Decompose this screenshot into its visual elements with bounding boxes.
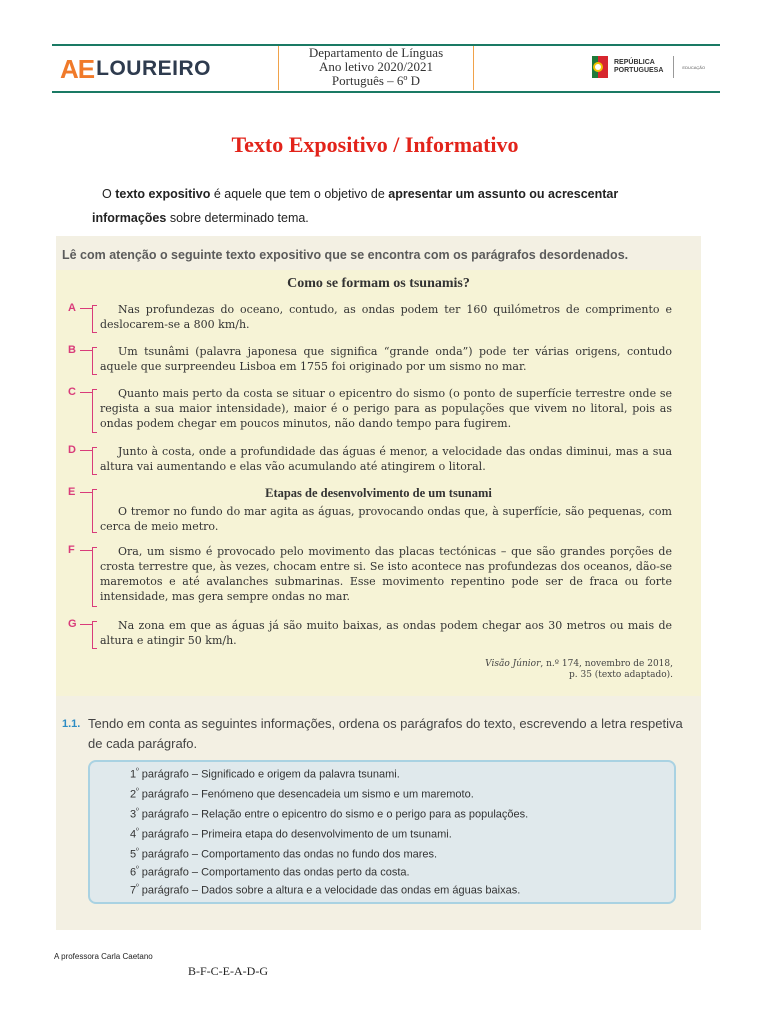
- paragraph-letter: G: [68, 618, 77, 630]
- intro-bold: apresentar um assunto ou acrescentar: [388, 187, 619, 201]
- republic-line: REPÚBLICA: [614, 59, 655, 66]
- source-citation: [485, 659, 673, 681]
- source-detail: p. 35 (texto adaptado).: [568, 670, 673, 680]
- source-detail: , n.º 174, novembro de 2018,: [540, 659, 673, 669]
- department-info: [278, 46, 474, 90]
- paragraph-letter: C: [68, 386, 76, 398]
- list-item: $1^º$ parágrafo – Significado e origem da palavra tsunami.: [130, 768, 400, 781]
- paragraph-text: Quanto mais perto da costa se situar o epicentro do sismo (o ponto de superfície terrestre onde se regista a sua maior intensidade), maior é o perigo para as populações que vivem no litoral, pois as ondas podem chegar em poucos minutos, não dando tempo para fugirem.: [100, 387, 672, 430]
- list-item: $2^º$ parágrafo – Fenómeno que desencadeia um sismo e um maremoto.: [130, 788, 474, 801]
- list-item: $4^º$ parágrafo – Primeira etapa do desenvolvimento de um tsunami.: [130, 828, 452, 841]
- paragraph-text: Um tsunâmi (palavra japonesa que significa “grande onda”) pode ter várias origens, contudo aquele que surpreendeu Lisboa em 1755 foi originado por um sismo no mar.: [100, 345, 672, 373]
- paragraph-bracket: [92, 389, 97, 433]
- header-bottom-rule: [52, 91, 720, 93]
- intro-text: sobre determinado tema.: [166, 211, 309, 225]
- page-title: Texto Expositivo / Informativo: [231, 132, 519, 157]
- paragraph-bracket: [92, 305, 97, 333]
- intro-bold: informações: [92, 211, 167, 225]
- list-item: $6^º$ parágrafo – Comportamento das ondas perto da costa.: [130, 866, 410, 879]
- school-logo: [60, 54, 211, 84]
- paragraph-bracket: [92, 621, 97, 649]
- paragraph-bracket: [92, 447, 97, 475]
- logo-ae: AE: [60, 53, 95, 84]
- teacher-signature: A professora Carla Caetano: [54, 952, 153, 961]
- paragraph-letter: E: [68, 486, 76, 498]
- paragraph-bracket: [92, 347, 97, 375]
- textbook-scan: [56, 236, 701, 930]
- paragraph-letter: D: [68, 444, 76, 456]
- class-line: Português – 6º D: [331, 73, 421, 88]
- paragraph-order-box: [88, 760, 676, 904]
- paragraph-text: Nas profundezas do oceano, contudo, as ondas podem ter 160 quilómetros de comprimento e deslocarem-se a 800 km/h.: [100, 303, 672, 331]
- intro-text: O: [102, 187, 116, 201]
- paragraph-text: O tremor no fundo do mar agita as águas, provocando ondas que, à superfície, são pequenas, com cerca de meio metro.: [100, 505, 672, 533]
- logo-name: LOUREIRO: [96, 57, 211, 80]
- intro-bold: texto expositivo: [115, 187, 211, 201]
- intro-paragraph: [92, 182, 692, 230]
- portugal-emblem-icon: [592, 56, 608, 78]
- list-item: $3^º$ parágrafo – Relação entre o epicentro do sismo e o perigo para as populações.: [130, 808, 529, 821]
- paragraph-letter: B: [68, 344, 76, 356]
- republic-subtitle: EDUCAÇÃO: [682, 64, 706, 70]
- department-line: Departamento de Línguas: [308, 45, 444, 60]
- paragraph-text: Na zona em que as águas já são muito baixas, as ondas podem chegar aos 30 metros ou mais de altura e atingir 50 km/h.: [100, 619, 672, 647]
- list-item: $5^º$ parágrafo – Comportamento das ondas no fundo dos mares.: [130, 848, 438, 861]
- section-heading: Etapas de desenvolvimento de um tsunami: [265, 486, 492, 500]
- republic-separator: [673, 56, 674, 78]
- republic-text: [614, 59, 663, 75]
- article-title: Como se formam os tsunamis?: [287, 276, 470, 291]
- list-item: $7^º$ parágrafo – Dados sobre a altura e a velocidade das ondas em águas baixas.: [130, 884, 521, 897]
- paragraph-marker: [80, 392, 92, 393]
- question-number: 1.1.: [62, 718, 81, 730]
- school-year-line: Ano letivo 2020/2021: [318, 59, 434, 74]
- intro-text: é aquele que tem o objetivo de: [210, 187, 389, 201]
- source-publication: Visão Júnior: [485, 659, 541, 669]
- paragraph-letter: A: [68, 302, 76, 314]
- paragraph-bracket: [92, 547, 97, 607]
- republic-logo: [592, 56, 705, 78]
- exercise-instruction: Lê com atenção o seguinte texto expositivo que se encontra com os parágrafos desordenados.: [62, 248, 629, 262]
- paragraph-marker: [80, 450, 92, 451]
- answer-sequence: B-F-C-E-A-D-G: [188, 964, 268, 978]
- paragraph-marker: [80, 624, 92, 625]
- question-text: Tendo em conta as seguintes informações, ordena os parágrafos do texto, escrevendo a letra respetiva de cada parágrafo.: [88, 716, 683, 751]
- paragraph-letter: F: [68, 544, 75, 556]
- republic-line: PORTUGUESA: [614, 67, 664, 74]
- paragraph-text: Ora, um sismo é provocado pelo movimento das placas tectónicas – que são grandes porções de crosta terrestre que, às vezes, chocam entre si. Se isto acontece nas profundezas dos oceanos, dão-se maremotos e até avalanches submarinas. Esse movimento repentino pode ser de fraca ou forte intensidade, mas gera sempre ondas no mar.: [100, 545, 672, 603]
- paragraph-text: Junto à costa, onde a profundidade das águas é menor, a velocidade das ondas diminui, mas a sua altura vai aumentando e elas vão acumulando até atingirem o litoral.: [100, 445, 672, 473]
- paragraph-marker: [80, 308, 92, 309]
- paragraph-marker: [80, 350, 92, 351]
- paragraph-marker: [80, 550, 92, 551]
